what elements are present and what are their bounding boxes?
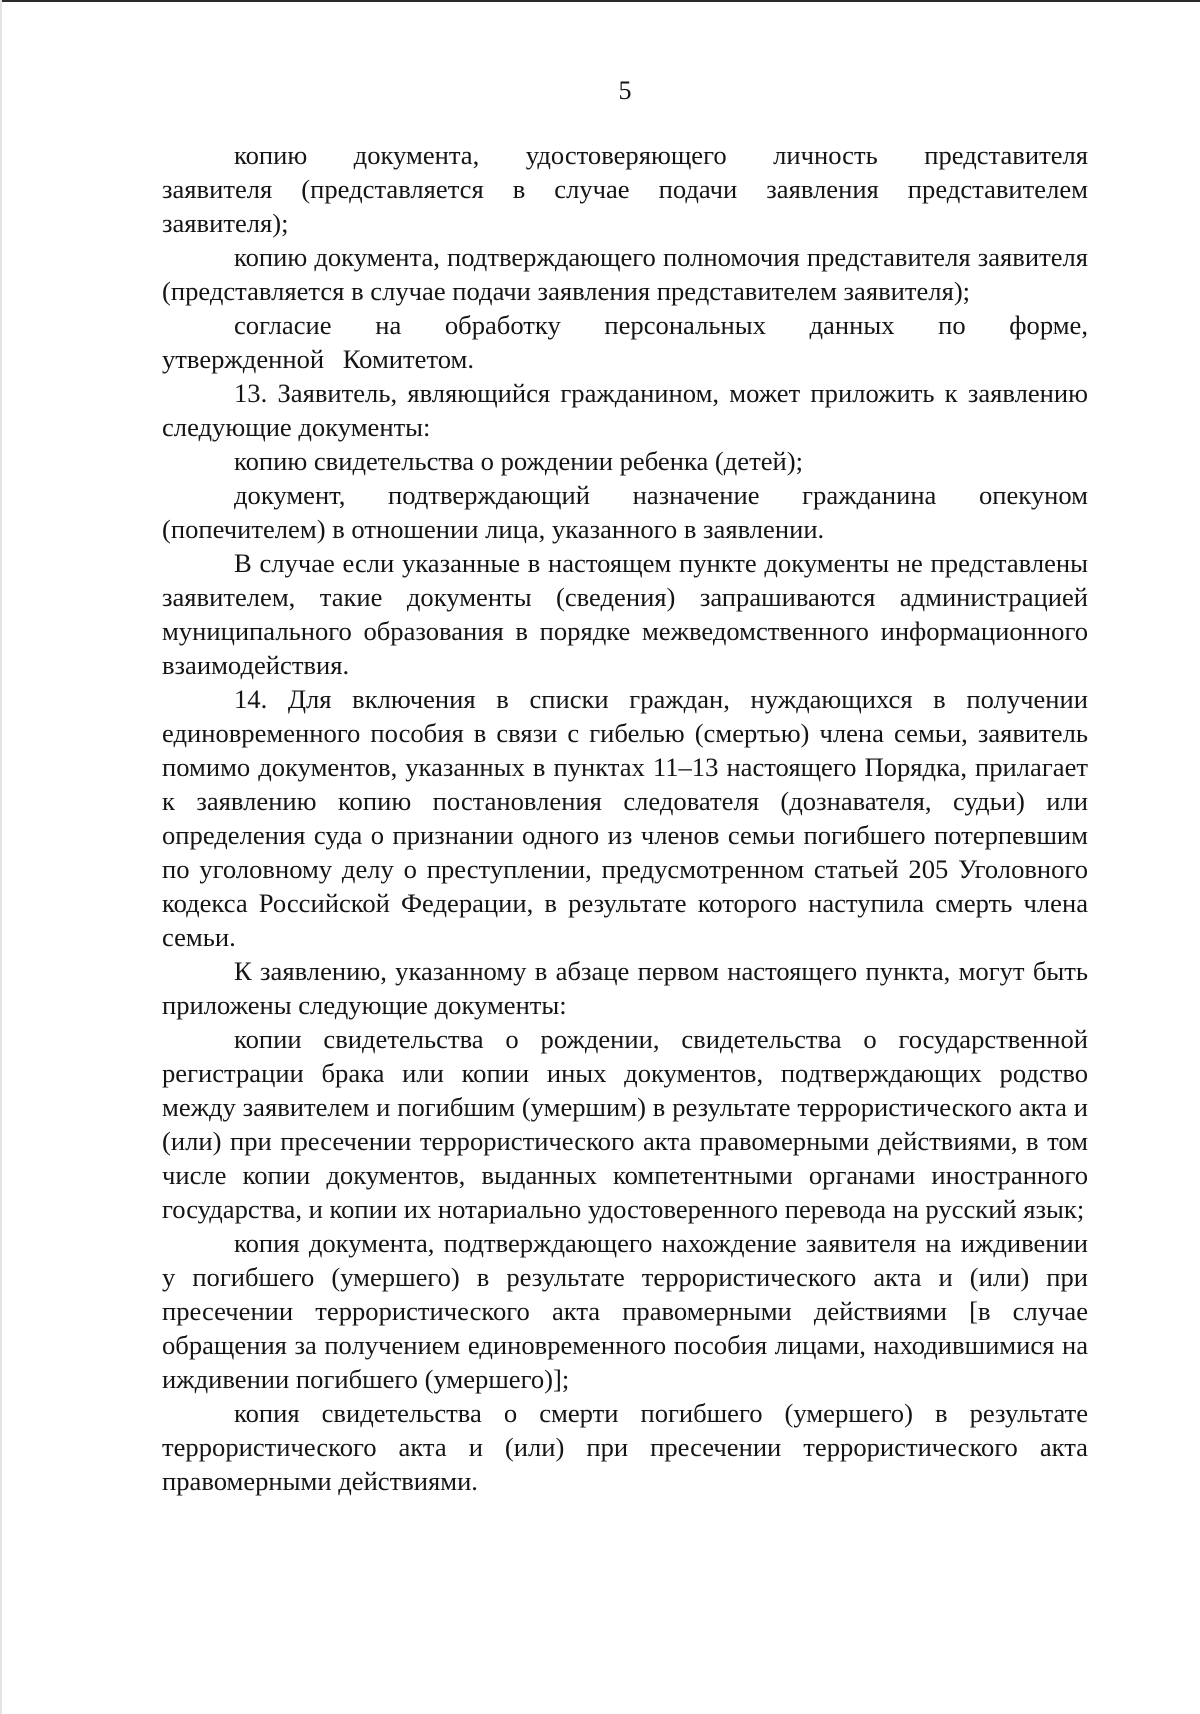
paragraph-birth-certificate-copy: копию свидетельства о рождении ребенка (детей); — [234, 446, 803, 476]
paragraph-interagency-request: В случае если указанные в настоящем пункте документы не представлены заявителем, такие документы (сведения) запрашиваются администрацией муниципального образования в порядке межведомственного информационного взаимодействия. — [162, 548, 1088, 680]
paragraph-dependency-document: копия документа, подтверждающего нахождение заявителя на иждивении у погибшего (умершего) в результате террористического акта и (или) при пресечении террористического акта правомерными действиями [в случае обращения за получением единовременного пособия лицами, находившимися на иждивении погибшего (умершего)]; — [162, 1228, 1088, 1394]
scan-top-edge — [0, 0, 1200, 2]
paragraph-representative-authority-copy: копию документа, подтверждающего полномочия представителя заявителя (представляется в случае подачи заявления представителем заявителя); — [162, 242, 1088, 306]
paragraph-death-certificate-copy: копия свидетельства о смерти погибшего (умершего) в результате террористического акта и (или) при пресечении террористического акта правомерными действиями. — [162, 1398, 1088, 1496]
page-number: 5 — [618, 76, 632, 105]
paragraph-personal-data-consent: согласие на обработку персональных данных по форме, утвержденной Комитетом. — [162, 310, 1088, 374]
paragraph-kinship-documents: копии свидетельства о рождении, свидетельства о государственной регистрации брака или копии иных документов, подтверждающих родство между заявителем и погибшим (умершим) в результате террористического акта и (или) при пресечении террористического акта правомерными действиями, в том числе копии документов, выданных компетентными органами иностранного государства, и копии их нотариально удостоверенного перевода на русский язык; — [162, 1024, 1088, 1224]
paragraph-attachable-documents: К заявлению, указанному в абзаце первом настоящего пункта, могут быть приложены следующие документы: — [162, 956, 1088, 1020]
scan-left-edge — [0, 0, 2, 1714]
paragraph-item-13: 13. Заявитель, являющийся гражданином, может приложить к заявлению следующие документы: — [162, 378, 1088, 442]
paragraph-item-14: 14. Для включения в списки граждан, нуждающихся в получении единовременного пособия в связи с гибелью (смертью) члена семьи, заявитель помимо документов, указанных в пунктах 11–13 настоящего Порядка, прилагает к заявлению копию постановления следователя (дознавателя, судьи) или определения суда о признании одного из членов семьи погибшего потерпевшим по уголовному делу о преступлении, предусмотренном статьей 205 Уголовного кодекса Российской Федерации, в результате которого наступила смерть члена семьи. — [162, 684, 1088, 952]
paragraph-guardianship-document: документ, подтверждающий назначение гражданина опекуном (попечителем) в отношении лица, указанного в заявлении. — [162, 480, 1088, 544]
paragraph-representative-identity-copy: копию документа, удостоверяющего личность представителя заявителя (представляется в случае подачи заявления представителем заявителя); — [162, 140, 1088, 238]
document-body — [162, 138, 1088, 1498]
